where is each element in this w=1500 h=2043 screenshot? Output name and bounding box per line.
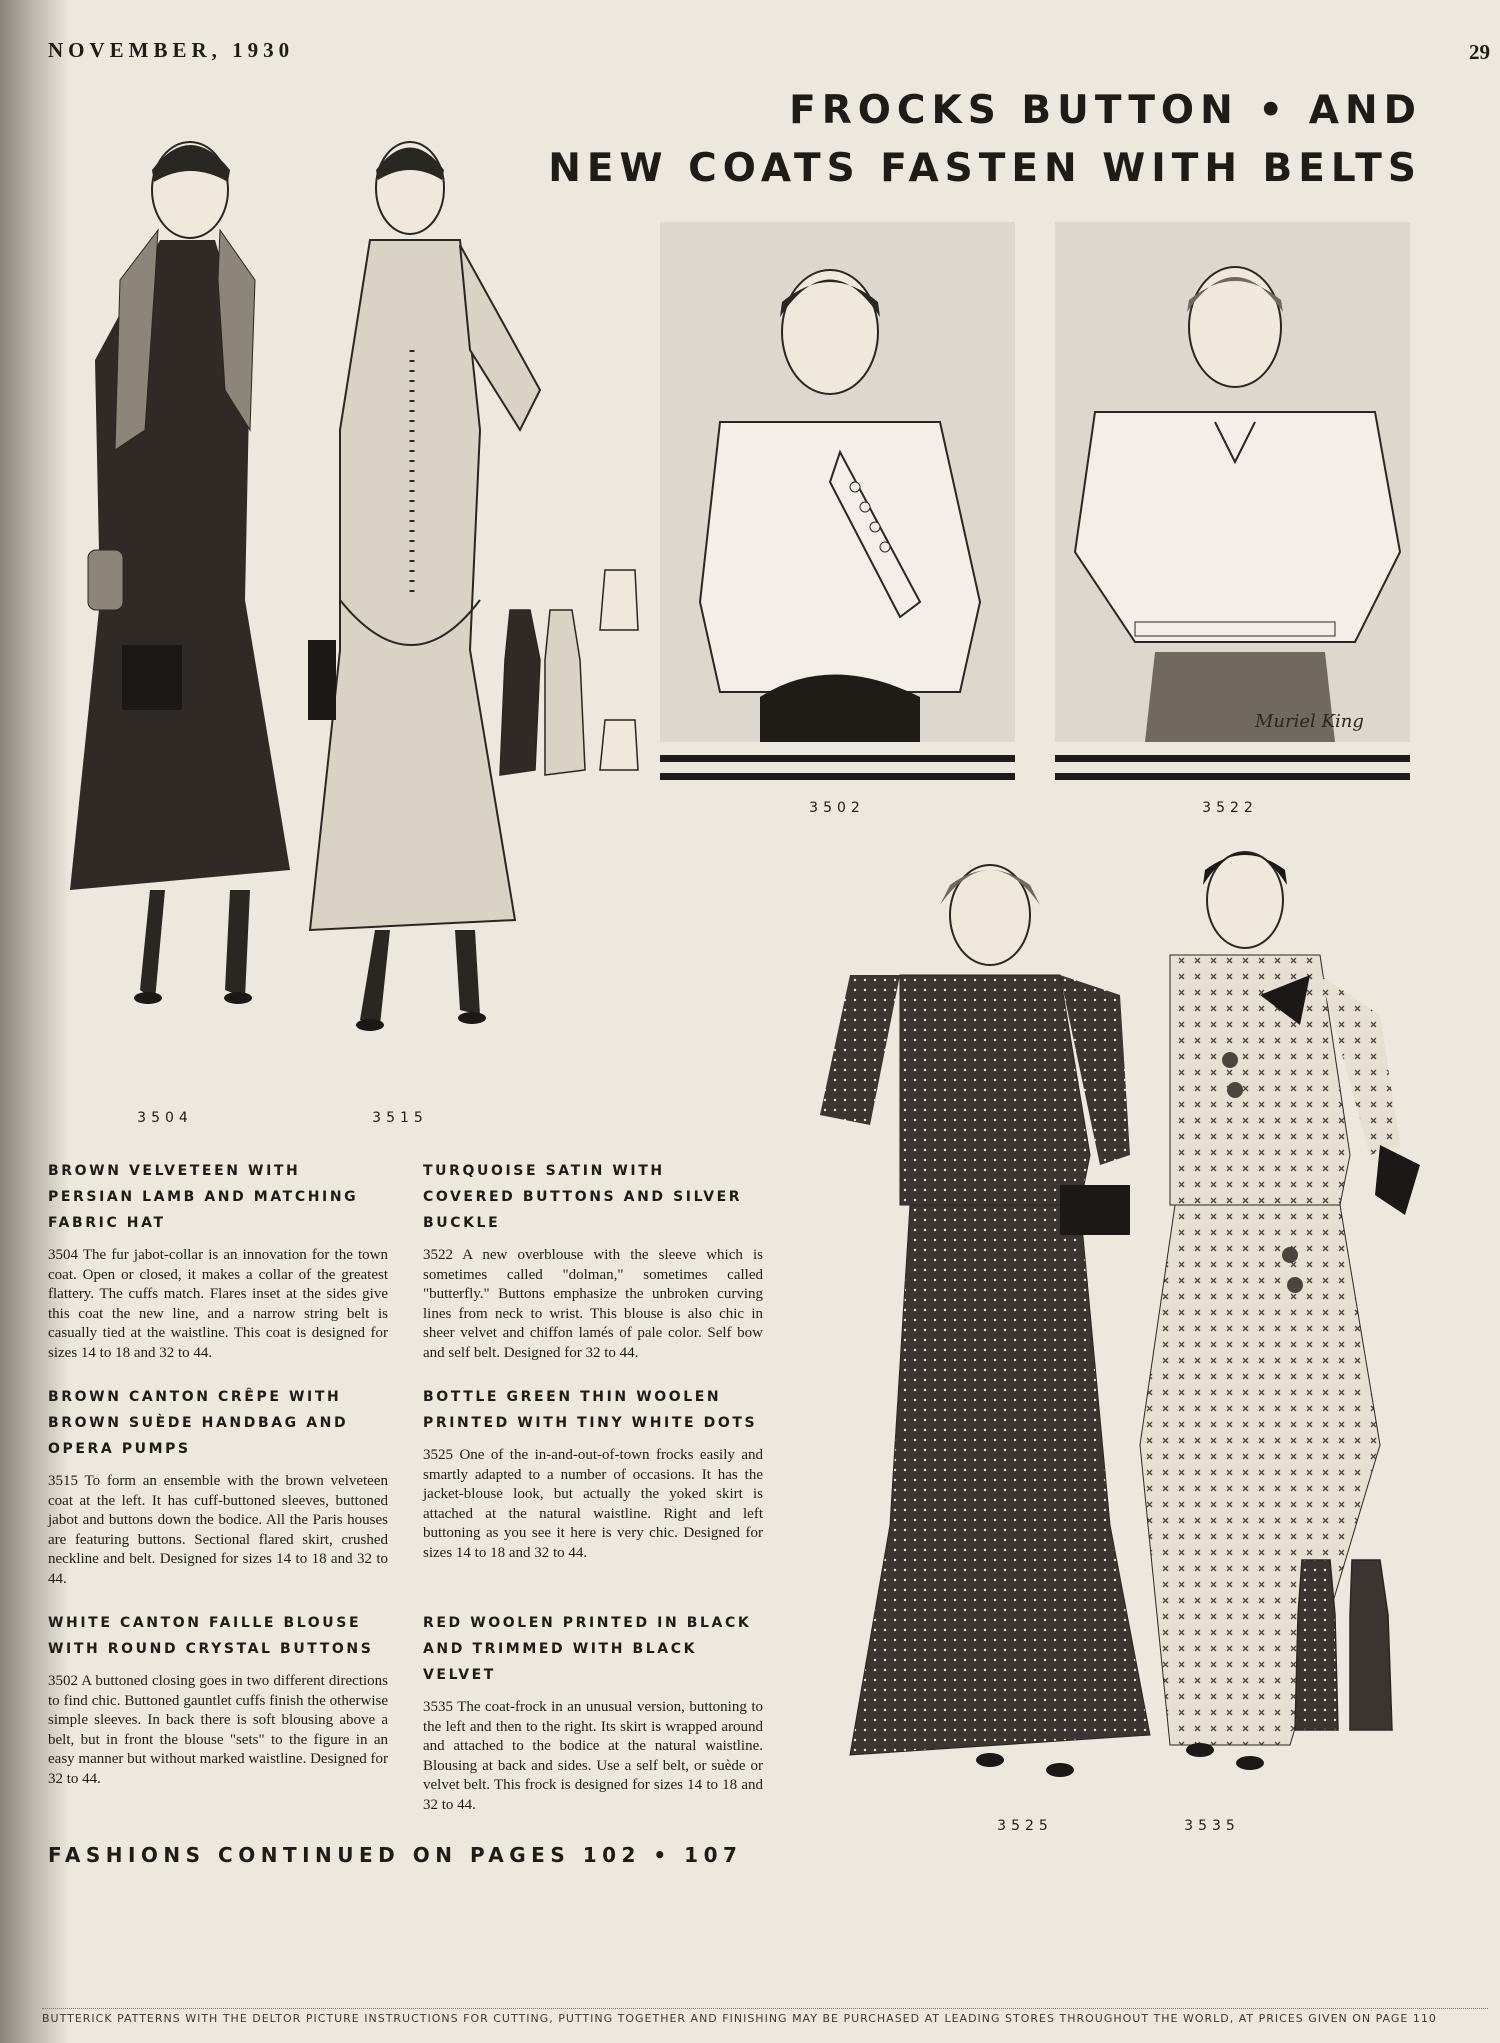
article-heading: RED WOOLEN PRINTED IN BLACK AND TRIMMED WITH BLACK VELVET bbox=[423, 1615, 752, 1683]
pattern-number-3535: 3535 bbox=[1184, 1818, 1240, 1834]
figure-3525 bbox=[820, 865, 1150, 1777]
figure-3515 bbox=[308, 142, 540, 1031]
blouse-panel-3522 bbox=[1055, 222, 1410, 742]
coat-and-dress-illustration bbox=[40, 130, 640, 1090]
illustrator-signature: Muriel King bbox=[1255, 711, 1364, 732]
article-3525 bbox=[423, 1384, 763, 1563]
article-body: 3502 A buttoned closing goes in two different directions to find chic. Buttoned gauntlet cuffs finish the otherwise simple sleeves. In back there is soft blousing above a belt, but in front the blouse "sets" to the figure in an easy manner but without marked waistline. Designed for 32 to 44. bbox=[48, 1673, 388, 1787]
frocks-illustration bbox=[790, 825, 1450, 1815]
back-view-sketches bbox=[500, 570, 638, 775]
butterick-credit-line: BUTTERICK PATTERNS WITH THE DELTOR PICTURE INSTRUCTIONS FOR CUTTING, PUTTING TOGETHER AND FINISHING MAY BE PURCHASED AT LEADING STORES THROUGHOUT THE WORLD, AT PRICES GIVEN ON PAGE 110 bbox=[42, 2008, 1488, 2032]
stripes-3522 bbox=[1055, 755, 1410, 787]
article-body: 3525 One of the in-and-out-of-town frocks easily and smartly adapted to a number of occasions. It has the jacket-blouse look, but actually the yoked skirt is attached at the natural waistline. Right and left buttoning as you see it here is very chic. Designed for sizes 14 to 18 and 32 to 44. bbox=[423, 1447, 763, 1561]
page-number: 29 bbox=[1469, 40, 1490, 64]
fashions-continued-line: FASHIONS CONTINUED ON PAGES 102 • 107 bbox=[48, 1843, 743, 1867]
pattern-number-3525: 3525 bbox=[997, 1818, 1053, 1834]
article-body: 3504 The fur jabot-collar is an innovation for the town coat. Open or closed, it makes a collar of the greatest flattery. The cuffs match. Flares inset at the sides give this coat the new line, and a narrow string belt is casually tied at the waistline. This coat is designed for sizes 14 to 18 and 32 to 44. bbox=[48, 1247, 388, 1361]
article-3535 bbox=[423, 1610, 763, 1815]
issue-date: NOVEMBER, 1930 bbox=[48, 38, 295, 62]
stripes-3502 bbox=[660, 755, 1015, 787]
headline-line-2: NEW COATS FASTEN WITH BELTS bbox=[548, 146, 1422, 191]
article-heading: BROWN VELVETEEN WITH PERSIAN LAMB AND MATCHING FABRIC HAT bbox=[48, 1163, 359, 1231]
pattern-number-3515: 3515 bbox=[372, 1110, 428, 1126]
article-3515 bbox=[48, 1384, 388, 1589]
article-body: 3535 The coat-frock in an unusual version, buttoning to the left and then to the right. Its skirt is wrapped around and attached to the bodice at the natural waistline. Blousing at back and sides. Use a self belt, or suède or velvet belt. This frock is designed for sizes 14 to 18 and 32 to 44. bbox=[423, 1699, 763, 1813]
article-heading: TURQUOISE SATIN WITH COVERED BUTTONS AND SILVER BUCKLE bbox=[423, 1163, 743, 1231]
figure-3504 bbox=[70, 142, 290, 1004]
pattern-number-3522: 3522 bbox=[1202, 800, 1258, 816]
blouse-panel-3502 bbox=[660, 222, 1015, 742]
headline-line-1: FROCKS BUTTON • AND bbox=[789, 88, 1422, 133]
article-heading: BROWN CANTON CRÊPE WITH BROWN SUÈDE HANDBAG AND OPERA PUMPS bbox=[48, 1389, 349, 1457]
article-3502 bbox=[48, 1610, 388, 1789]
article-3504 bbox=[48, 1158, 388, 1363]
article-heading: BOTTLE GREEN THIN WOOLEN PRINTED WITH TINY WHITE DOTS bbox=[423, 1389, 758, 1431]
article-body: 3522 A new overblouse with the sleeve which is sometimes called "dolman," sometimes called "butterfly." Buttons emphasize the unbroken curving lines from neck to wrist. This blouse is also chic in sheer velvet and chiffon lamés of pale color. Self bow and self belt. Designed for 32 to 44. bbox=[423, 1247, 763, 1361]
small-back-sketches-right bbox=[1295, 1560, 1392, 1730]
article-heading: WHITE CANTON FAILLE BLOUSE WITH ROUND CRYSTAL BUTTONS bbox=[48, 1615, 374, 1657]
article-body: 3515 To form an ensemble with the brown velveteen coat at the left. It has cuff-buttoned sleeves, buttoned jabot and buttons down the bodice. All the Paris houses are featuring buttons. Sectional flared skirt, crushed neckline and belt. Designed for sizes 14 to 18 and 32 to 44. bbox=[48, 1473, 388, 1587]
pattern-number-3502: 3502 bbox=[809, 800, 865, 816]
pattern-number-3504: 3504 bbox=[137, 1110, 193, 1126]
article-3522 bbox=[423, 1158, 763, 1363]
